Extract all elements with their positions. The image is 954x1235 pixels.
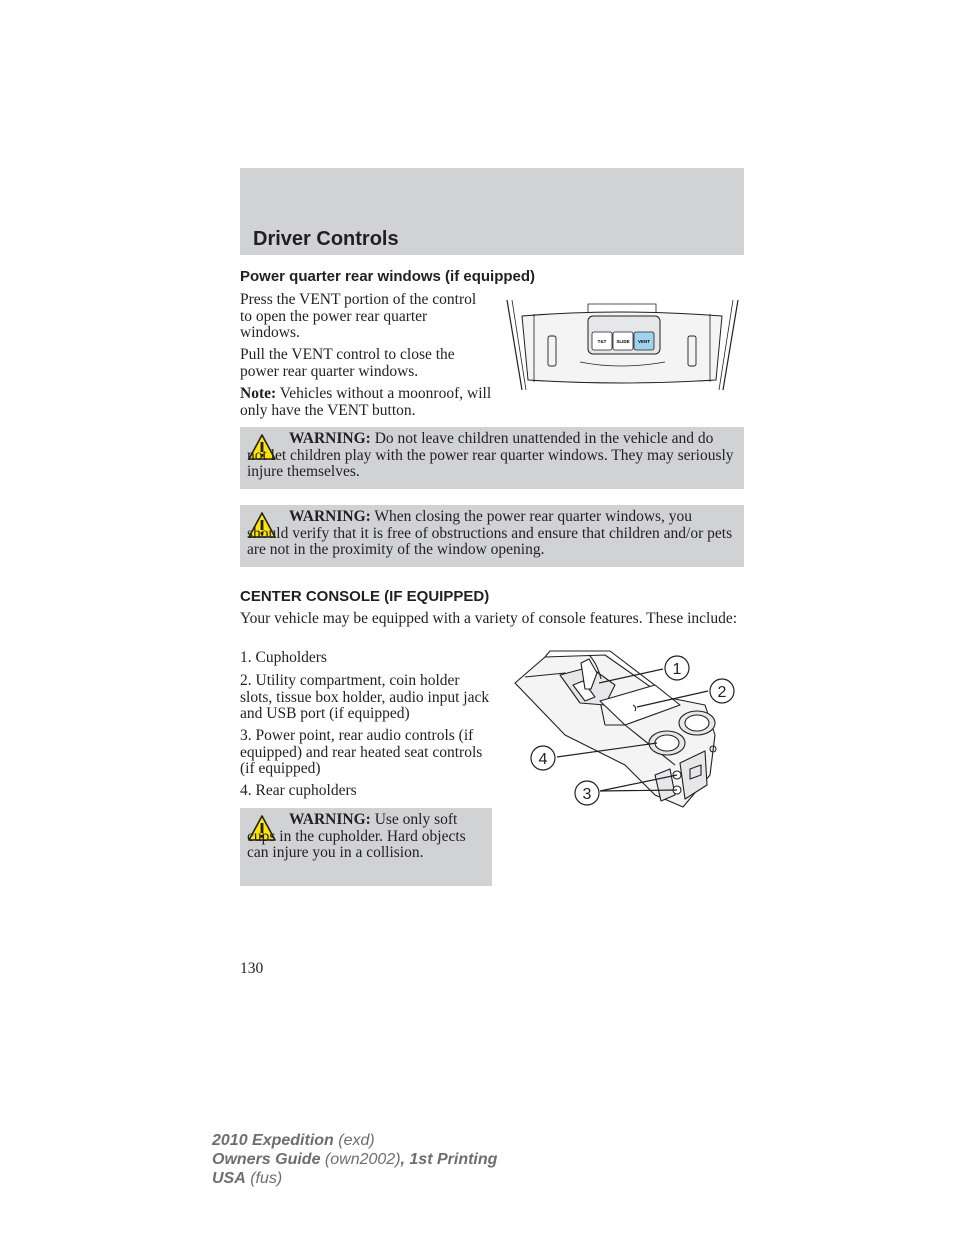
footer-line-3: [212, 1169, 497, 1188]
section-title: Driver Controls: [253, 228, 399, 250]
center-console-figure: [505, 645, 745, 815]
center-console-heading: CENTER CONSOLE (IF EQUIPPED): [240, 588, 490, 605]
warning-body: Use only soft cups in the cupholder. Hard objects can injure you in a collision.: [247, 811, 466, 861]
note-text: Vehicles without a moonroof, will only have the VENT button.: [240, 385, 492, 419]
warning-body: When closing the power rear quarter windows, you should verify that it is free of obstructions and ensure that children and/or pets are not in the proximity of the window opening.: [247, 508, 733, 558]
button-label-vent: VENT: [637, 339, 651, 344]
callout-3: 3: [582, 786, 592, 803]
warning-label: WARNING:: [289, 430, 371, 447]
callout-1: 1: [672, 661, 682, 678]
power-windows-para1: Press the VENT portion of the control to open the power rear quarter windows.: [240, 291, 477, 341]
warning-text-3: [247, 812, 485, 862]
warning-box-1: [240, 427, 744, 489]
footer: [212, 1131, 497, 1188]
console-item-1: 1. Cupholders: [240, 649, 327, 666]
button-label-slide: SLIDE: [616, 339, 630, 344]
warning-text-1: [247, 431, 737, 481]
callout-4: 4: [538, 751, 548, 768]
warning-box-3: [240, 808, 492, 886]
footer-model: 2010 Expedition: [212, 1132, 334, 1149]
footer-market-code: (fus): [245, 1170, 283, 1187]
center-console-intro: Your vehicle may be equipped with a variety of console features. These include:: [240, 610, 737, 627]
button-label-tt: T&T: [597, 339, 607, 344]
warning-box-2: [240, 505, 744, 567]
footer-line-1: [212, 1131, 497, 1150]
warning-body: Do not leave children unattended in the vehicle and do not let children play with the power rear quarter windows. They may seriously injure themselves.: [247, 430, 734, 480]
footer-guide-code: (own2002): [320, 1151, 401, 1168]
warning-label: WARNING:: [289, 811, 371, 828]
footer-printing: , 1st Printing: [400, 1151, 498, 1168]
footer-market: USA: [212, 1170, 246, 1187]
overhead-console-figure: [500, 292, 745, 397]
console-item-4: 4. Rear cupholders: [240, 782, 357, 799]
power-windows-heading: Power quarter rear windows (if equipped): [240, 268, 536, 285]
footer-guide: Owners Guide: [212, 1151, 321, 1168]
console-item-3: 3. Power point, rear audio controls (if equipped) and rear heated seat controls (if equipped): [240, 727, 483, 777]
note-label: Note:: [240, 385, 277, 402]
footer-line-2: [212, 1150, 497, 1169]
warning-label: WARNING:: [289, 508, 371, 525]
console-item-2: 2. Utility compartment, coin holder slots, tissue box holder, audio input jack and USB port (if equipped): [240, 672, 490, 722]
power-windows-note: [240, 386, 492, 419]
warning-text-2: [247, 509, 737, 559]
callout-2: 2: [717, 684, 727, 701]
power-windows-para2: Pull the VENT control to close the power rear quarter windows.: [240, 346, 455, 380]
page-number: 130: [240, 960, 264, 977]
footer-model-code: (exd): [333, 1132, 375, 1149]
